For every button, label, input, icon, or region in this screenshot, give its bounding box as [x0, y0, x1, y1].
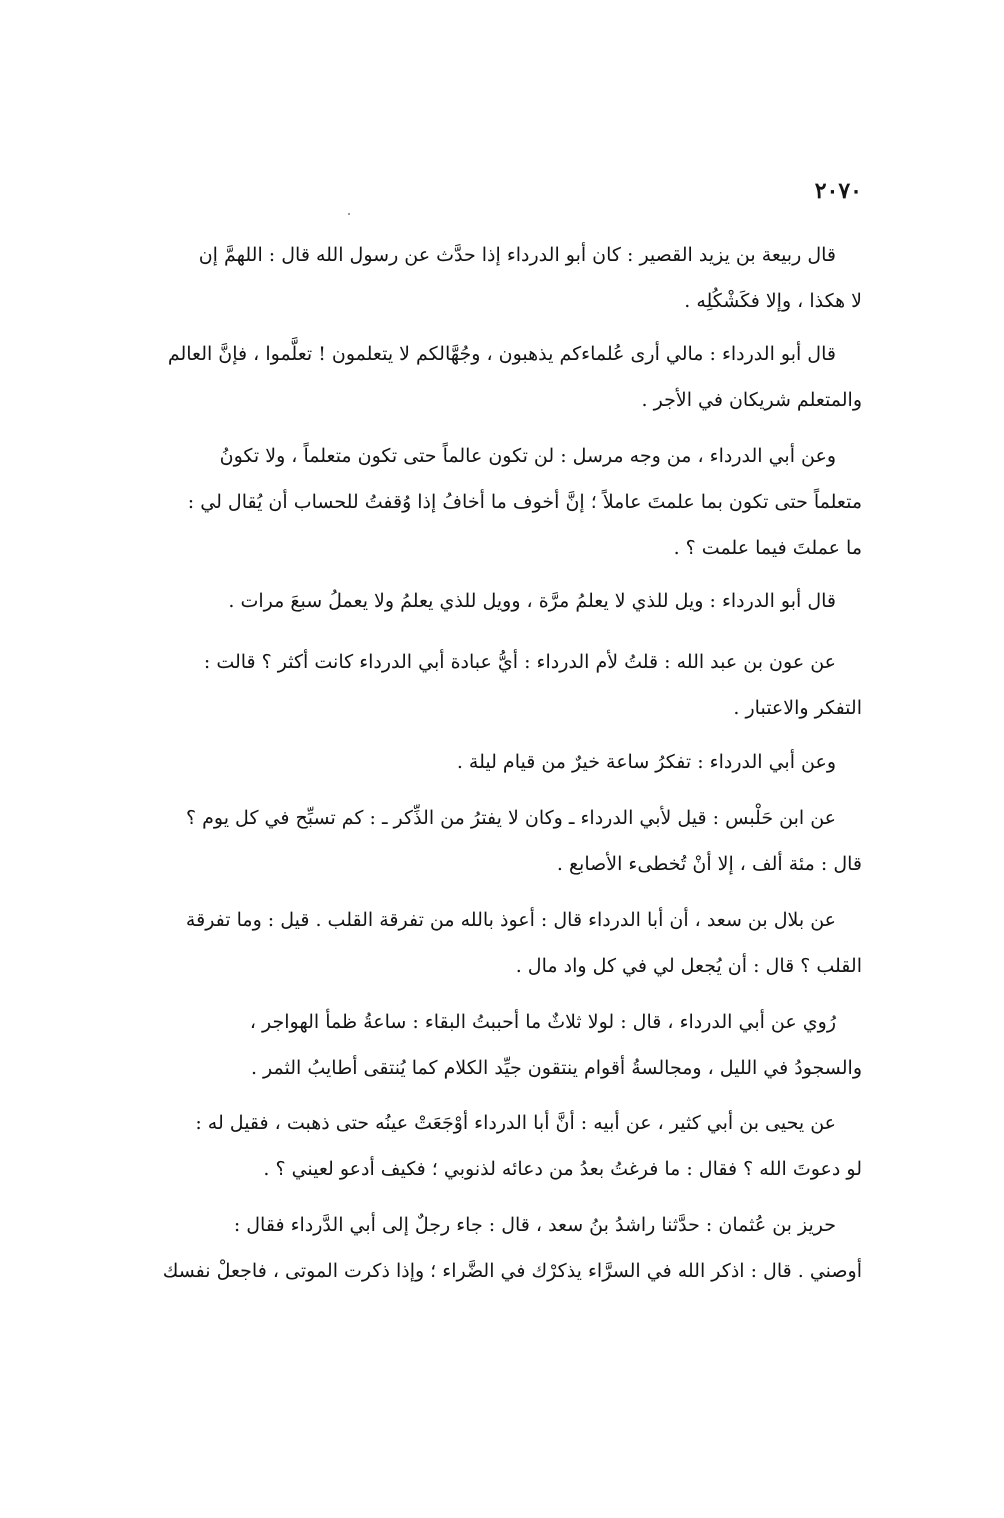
paragraph	[140, 331, 862, 423]
paragraph	[140, 795, 862, 887]
text-line: والسجودُ في الليل ، ومجالسةُ أقوام ينتقون جيِّد الكلام كما يُنتقى أطايبُ الثمر .	[250, 1057, 862, 1079]
paragraph	[140, 433, 862, 571]
text-line: عن يحيى بن أبي كثير ، عن أبيه : أنَّ أبا الدرداء أوْجَعَتْ عينُه حتى ذهبت ، فقيل له :	[195, 1112, 836, 1134]
text-line: حريز بن عُثمان : حدَّثنا راشدُ بنُ سعد ، قال : جاء رجلٌ إلى أبي الدَّرداء فقال :	[233, 1214, 836, 1236]
paragraph	[140, 578, 862, 624]
text-line: متعلماً حتى تكون بما علمتَ عاملاً ؛ إنَّ أخوف ما أخافُ إذا وُقفتُ للحساب أن يُقال لي :	[187, 491, 862, 513]
text-line: لو دعوتَ الله ؟ فقال : ما فرغتُ بعدُ من دعائه لذنوبي ؛ فكيف أدعو لعيني ؟ .	[263, 1158, 862, 1180]
paragraph	[140, 999, 862, 1091]
text-line: القلب ؟ قال : أن يُجعل لي في كل واد مال .	[515, 955, 862, 977]
text-line: التفكر والاعتبار .	[733, 697, 862, 719]
print-speck	[348, 213, 350, 215]
text-line: قال أبو الدرداء : ويل للذي لا يعلمُ مرَّة ، وويل للذي يعلمُ ولا يعملُ سبعَ مرات .	[228, 590, 836, 612]
paragraph	[140, 1202, 862, 1294]
text-line: وعن أبي الدرداء : تفكرُ ساعة خيرٌ من قيام ليلة .	[456, 751, 836, 773]
text-line: أوصني . قال : اذكر الله في السرَّاء يذكرْك في الضَّراء ؛ وإذا ذكرت الموتى ، فاجعلْ نفسك	[162, 1260, 862, 1282]
paragraph	[140, 1100, 862, 1192]
text-line: عن ابن حَلْبس : قيل لأبي الدرداء ـ وكان لا يفترُ من الذِّكر ـ : كم تسبِّح في كل يوم ؟	[186, 807, 836, 829]
text-line: عن بلال بن سعد ، أن أبا الدرداء قال : أعوذ بالله من تفرقة القلب . قيل : وما تفرقة	[185, 909, 836, 931]
paragraph	[140, 232, 862, 324]
text-line: وعن أبي الدرداء ، من وجه مرسل : لن تكون عالماً حتى تكون متعلماً ، ولا تكونُ	[219, 445, 836, 467]
text-line: عن عون بن عبد الله : قلتُ لأم الدرداء : أيُّ عبادة أبي الدرداء كانت أكثر ؟ قالت :	[203, 651, 836, 673]
paragraph	[140, 639, 862, 731]
text-line: ما عملتَ فيما علمت ؟ .	[673, 537, 862, 559]
paragraph	[140, 897, 862, 989]
text-line: قال ربيعة بن يزيد القصير : كان أبو الدرداء إذا حدَّث عن رسول الله قال : اللهمَّ إن	[198, 244, 836, 266]
text-line: قال أبو الدرداء : مالي أرى عُلماءكم يذهبون ، وجُهَّالكم لا يتعلمون ! تعلَّموا ، فإنَّ العالم	[167, 343, 836, 365]
text-line: لا هكذا ، وإلا فكَشْكُلِه .	[684, 290, 862, 312]
paragraph	[140, 739, 862, 785]
text-line: رُوي عن أبي الدرداء ، قال : لولا ثلاثٌ ما أحببتُ البقاء : ساعةُ ظمأ الهواجر ،	[249, 1011, 836, 1033]
page-number: ٢٠٧٠	[814, 178, 862, 204]
text-line: والمتعلم شريكان في الأجر .	[641, 389, 862, 411]
text-line: قال : مئة ألف ، إلا أنْ تُخطىء الأصابع .	[556, 853, 862, 875]
